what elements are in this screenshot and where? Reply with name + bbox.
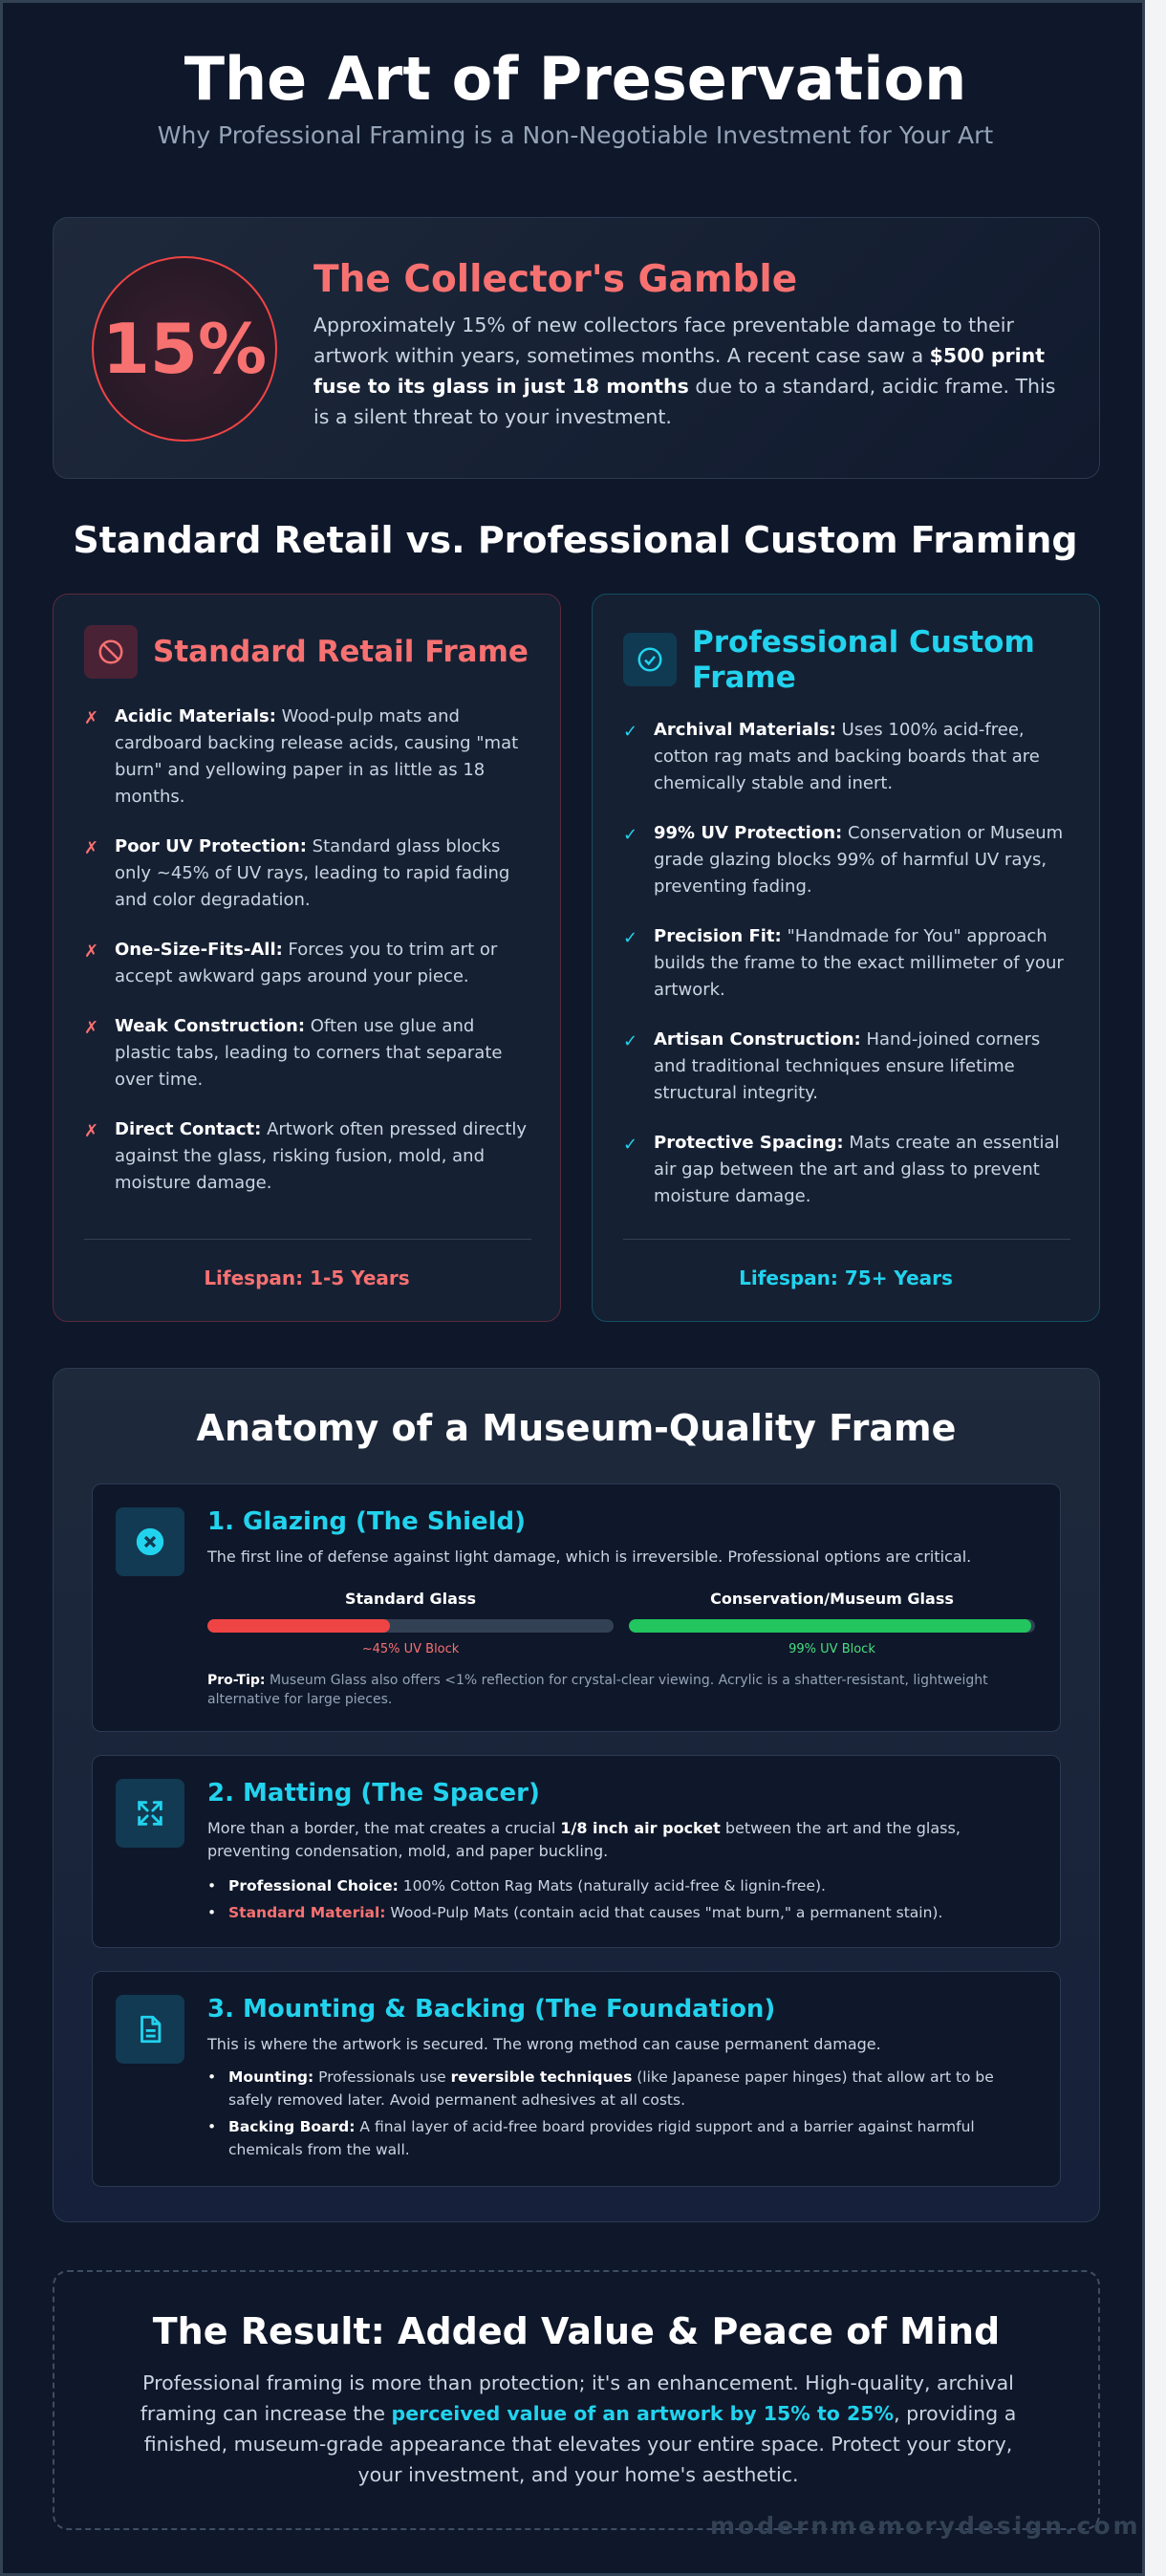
standard-glass-bar xyxy=(207,1590,614,1656)
glazing-text: The first line of defense against light damage, which is irreversible. Professional options are critical. xyxy=(207,1548,972,1566)
item-label: Archival Materials: xyxy=(654,720,836,740)
list-item xyxy=(207,1874,1039,1897)
gamble-text-b: due to a standard, acidic frame. This is a silent threat to your investment. xyxy=(313,375,1056,428)
expand-arrows-icon xyxy=(116,1779,184,1848)
document-icon xyxy=(116,1995,184,2064)
check-mark-icon: ✓ xyxy=(623,825,638,845)
item-label: Professional Choice: xyxy=(228,1877,399,1894)
item-text: Uses 100% acid-free, cotton rag mats and backing boards that are chemically stable and inert. xyxy=(654,720,1040,793)
x-mark-icon: ✗ xyxy=(84,942,99,962)
standard-glass-note: ~45% UV Block xyxy=(361,1642,460,1656)
retail-frame-card xyxy=(53,594,561,1322)
divider xyxy=(623,1239,1070,1240)
list-item xyxy=(207,2115,1039,2161)
list-item xyxy=(84,937,533,990)
mounting-list xyxy=(207,2066,1039,2165)
pro-card-title: Professional Custom Frame xyxy=(692,625,1035,695)
x-circle-icon xyxy=(116,1507,184,1576)
anatomy-title: Anatomy of a Museum-Quality Frame xyxy=(196,1407,957,1449)
header xyxy=(3,41,1148,149)
glazing-section xyxy=(92,1483,1061,1732)
list-item xyxy=(84,833,533,914)
x-mark-icon: ✗ xyxy=(84,1121,99,1141)
pro-tip-text: Museum Glass also offers <1% reflection for crystal-clear viewing. Acrylic is a shatter-resistant, lightweight alternative for large pieces. xyxy=(207,1673,988,1707)
collectors-gamble-card xyxy=(53,217,1100,479)
item-text: Standard glass blocks only ~45% of UV rays, leading to rapid fading and color degradation. xyxy=(115,836,510,910)
ban-icon xyxy=(84,625,138,679)
check-mark-icon: ✓ xyxy=(623,722,638,742)
list-item xyxy=(623,923,1072,1004)
bar-track xyxy=(207,1619,614,1633)
bar-track xyxy=(629,1619,1035,1633)
mounting-section xyxy=(92,1971,1061,2187)
stat-circle xyxy=(92,256,277,442)
standard-glass-label: Standard Glass xyxy=(345,1590,476,1608)
list-item xyxy=(207,2066,1039,2111)
matting-list xyxy=(207,1874,1039,1928)
page-subtitle: Why Professional Framing is a Non-Negotiable Investment for Your Art xyxy=(157,121,994,149)
item-label: Direct Contact: xyxy=(115,1119,262,1139)
list-item xyxy=(84,1013,533,1093)
item-text: Forces you to trim art or accept awkward gaps around your piece. xyxy=(115,940,498,986)
item-bold: reversible techniques xyxy=(450,2068,633,2086)
comparison-title: Standard Retail vs. Professional Custom Framing xyxy=(73,519,1078,561)
list-item xyxy=(623,1130,1072,1210)
item-text: Wood-pulp mats and cardboard backing release acids, causing "mat burn" and yellowing paper in as little as 18 months. xyxy=(115,706,519,807)
item-label: 99% UV Protection: xyxy=(654,823,843,843)
gamble-text-bold: $500 print fuse to its glass in just 18 months xyxy=(313,344,1046,398)
item-text: Wood-Pulp Mats (contain acid that causes "mat burn," a permanent stain). xyxy=(385,1904,943,1921)
result-text xyxy=(131,2368,1026,2490)
check-mark-icon: ✓ xyxy=(623,1031,638,1051)
mounting-title: 3. Mounting & Backing (The Foundation) xyxy=(207,1995,776,2024)
museum-bar-fill xyxy=(629,1619,1031,1633)
x-mark-icon: ✗ xyxy=(84,708,99,728)
result-text-a: Professional framing is more than protection; it's an enhancement. High-quality, archival framing can increase the xyxy=(140,2371,1014,2425)
item-text: Hand-joined corners and traditional techniques ensure lifetime structural integrity. xyxy=(654,1029,1041,1103)
item-text: A final layer of acid-free board provides rigid support and a barrier against harmful chemicals from the wall. xyxy=(228,2118,975,2158)
gamble-text xyxy=(313,310,1069,432)
item-text: (like Japanese paper hinges) that allow art to be safely removed later. Avoid permanent adhesives at all costs. xyxy=(228,2068,994,2109)
item-text: "Handmade for You" approach builds the frame to the exact millimeter of your artwork. xyxy=(654,926,1064,1000)
list-item xyxy=(207,1901,1039,1924)
museum-glass-bar xyxy=(629,1590,1035,1656)
item-text: Conservation or Museum grade glazing blocks 99% of harmful UV rays, preventing fading. xyxy=(654,823,1064,897)
x-mark-icon: ✗ xyxy=(84,838,99,858)
museum-glass-note: 99% UV Block xyxy=(788,1642,875,1656)
item-text: Professionals use xyxy=(313,2068,451,2086)
matting-text-a: More than a border, the mat creates a crucial xyxy=(207,1819,561,1837)
list-item xyxy=(84,704,533,811)
matting-section xyxy=(92,1755,1061,1948)
list-item xyxy=(623,1027,1072,1107)
list-item xyxy=(623,820,1072,900)
item-text: Often use glue and plastic tabs, leading to corners that separate over time. xyxy=(115,1016,503,1090)
matting-text-bold: 1/8 inch air pocket xyxy=(560,1819,721,1837)
retail-list xyxy=(84,704,533,1220)
result-text-bold: perceived value of an artwork by 15% to 25% xyxy=(391,2402,895,2425)
matting-text-b: between the art and the glass, preventing condensation, mold, and paper buckling. xyxy=(207,1819,961,1860)
stat-value: 15% xyxy=(101,309,268,389)
matting-text xyxy=(207,1817,1029,1863)
result-text-b: , providing a finished, museum-grade appearance that elevates your entire space. Protect your story, your investment, and your home's aesthetic. xyxy=(143,2402,1017,2486)
result-card xyxy=(53,2270,1100,2530)
pro-list xyxy=(623,717,1072,1233)
item-label: Artisan Construction: xyxy=(654,1029,861,1050)
uv-comparison-bars xyxy=(207,1590,1035,1662)
gamble-text-a: Approximately 15% of new collectors face preventable damage to their artwork within years, sometimes months. A recent case saw a xyxy=(313,314,1014,367)
check-circle-icon xyxy=(623,633,677,686)
gamble-title: The Collector's Gamble xyxy=(313,258,798,301)
pro-lifespan: Lifespan: 75+ Years xyxy=(739,1266,953,1289)
pro-tip-label: Pro-Tip: xyxy=(207,1673,266,1688)
matting-title: 2. Matting (The Spacer) xyxy=(207,1779,540,1808)
item-label: Protective Spacing: xyxy=(654,1133,844,1153)
item-label: Weak Construction: xyxy=(115,1016,306,1036)
result-title: The Result: Added Value & Peace of Mind xyxy=(152,2310,1001,2352)
professional-frame-card xyxy=(592,594,1100,1322)
pro-tip xyxy=(207,1671,1029,1709)
item-label: One-Size-Fits-All: xyxy=(115,940,283,960)
item-label: Acidic Materials: xyxy=(115,706,276,726)
x-mark-icon: ✗ xyxy=(84,1018,99,1038)
check-mark-icon: ✓ xyxy=(623,928,638,948)
anatomy-section xyxy=(53,1368,1100,2222)
item-label: Backing Board: xyxy=(228,2118,356,2135)
glazing-title: 1. Glazing (The Shield) xyxy=(207,1507,527,1536)
museum-glass-label: Conservation/Museum Glass xyxy=(710,1590,954,1608)
page-title: The Art of Preservation xyxy=(184,44,967,114)
divider xyxy=(84,1239,531,1240)
item-text: Artwork often pressed directly against the glass, risking fusion, mold, and moisture damage. xyxy=(115,1119,528,1193)
retail-lifespan: Lifespan: 1-5 Years xyxy=(204,1266,410,1289)
watermark: modernmemorydesign.com xyxy=(710,2512,1141,2540)
item-text: Mats create an essential air gap between the art and glass to prevent moisture damage. xyxy=(654,1133,1060,1206)
item-label: Poor UV Protection: xyxy=(115,836,307,856)
item-label: Standard Material: xyxy=(228,1904,386,1921)
item-text: 100% Cotton Rag Mats (naturally acid-free & lignin-free). xyxy=(398,1877,826,1894)
mounting-text: This is where the artwork is secured. The wrong method can cause permanent damage. xyxy=(207,2035,881,2053)
retail-card-title: Standard Retail Frame xyxy=(153,635,529,669)
list-item xyxy=(84,1116,533,1197)
check-mark-icon: ✓ xyxy=(623,1135,638,1155)
page-scrollbar[interactable] xyxy=(1145,0,1166,2576)
list-item xyxy=(623,717,1072,797)
item-label: Precision Fit: xyxy=(654,926,782,946)
item-label: Mounting: xyxy=(228,2068,314,2086)
standard-bar-fill xyxy=(207,1619,390,1633)
